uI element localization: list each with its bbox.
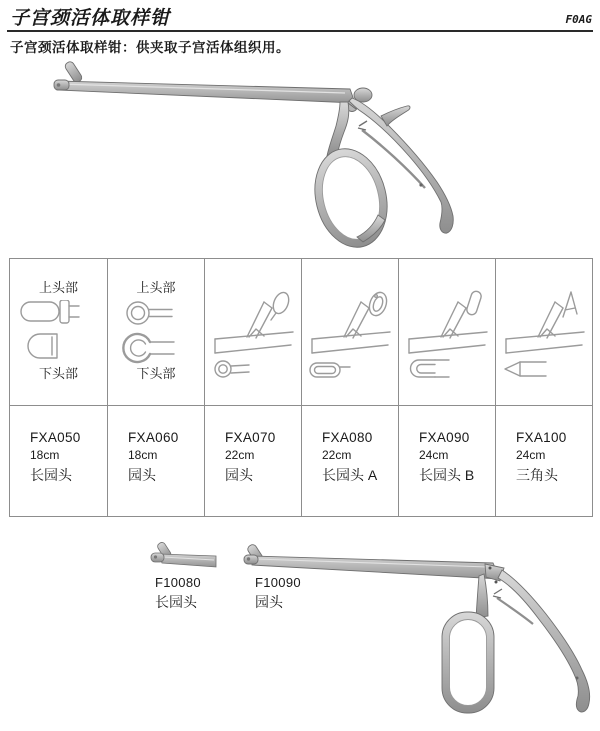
upper-head-label: 上头部 <box>136 280 176 295</box>
lower-head-label: 下头部 <box>38 366 78 381</box>
model-code: FXA060 <box>128 430 179 445</box>
title-divider <box>7 30 593 32</box>
head-diagram-cell-fxa100 <box>495 259 592 405</box>
model-head: 长园头 A <box>322 467 378 483</box>
model-cell <box>204 405 301 516</box>
model-head: 园头 <box>128 467 156 483</box>
bottom-model-code: F10080 <box>155 575 201 590</box>
open-jaw-triangle-sketch <box>498 287 590 387</box>
model-head: 长园头 <box>30 467 72 483</box>
model-cell <box>301 405 398 516</box>
model-cell <box>10 405 107 516</box>
model-size: 22cm <box>322 448 352 462</box>
model-head: 园头 <box>225 467 253 483</box>
bottom-model-head: 园头 <box>255 594 283 610</box>
f10090-forceps-illustration <box>238 540 600 728</box>
head-diagram-cell-fxa050 <box>10 259 107 405</box>
head-diagram-cell-fxa070 <box>204 259 301 405</box>
open-jaw-long-round-b-sketch <box>401 287 493 387</box>
biopsy-forceps-main-illustration <box>45 58 465 263</box>
model-head: 三角头 <box>516 467 558 483</box>
open-jaw-long-round-a-sketch <box>304 287 396 387</box>
product-description: 子宫颈活体取样钳：供夹取子宫活体组织用。 <box>10 40 290 55</box>
model-code: FXA050 <box>30 430 81 445</box>
model-cell <box>107 405 204 516</box>
upper-head-label: 上头部 <box>38 280 78 295</box>
spec-table <box>9 258 593 517</box>
model-size: 24cm <box>516 448 546 462</box>
head-diagram-cell-fxa080 <box>301 259 398 405</box>
model-size: 18cm <box>30 448 60 462</box>
long-round-head-sketch <box>17 300 101 364</box>
model-cell <box>495 405 592 516</box>
bottom-model-code: F10090 <box>255 575 301 590</box>
lower-head-label: 下头部 <box>136 366 176 381</box>
model-size: 18cm <box>128 448 158 462</box>
head-diagram-cell-fxa060 <box>107 259 204 405</box>
model-cell <box>398 405 495 516</box>
model-code: FXA080 <box>322 430 373 445</box>
model-code: FXA090 <box>419 430 470 445</box>
head-diagram-cell-fxa090 <box>398 259 495 405</box>
model-head: 长园头 B <box>419 467 475 483</box>
page-title: 子宫颈活体取样钳 <box>10 8 171 29</box>
model-size: 24cm <box>419 448 449 462</box>
open-jaw-round-sketch <box>207 287 299 387</box>
model-code: FXA100 <box>516 430 567 445</box>
catalog-code: F0AG <box>565 13 592 26</box>
model-size: 22cm <box>225 448 255 462</box>
model-code: FXA070 <box>225 430 276 445</box>
f10080-tip-illustration <box>146 540 218 570</box>
bottom-model-head: 长园头 <box>155 594 197 610</box>
round-head-sketch <box>114 300 198 364</box>
